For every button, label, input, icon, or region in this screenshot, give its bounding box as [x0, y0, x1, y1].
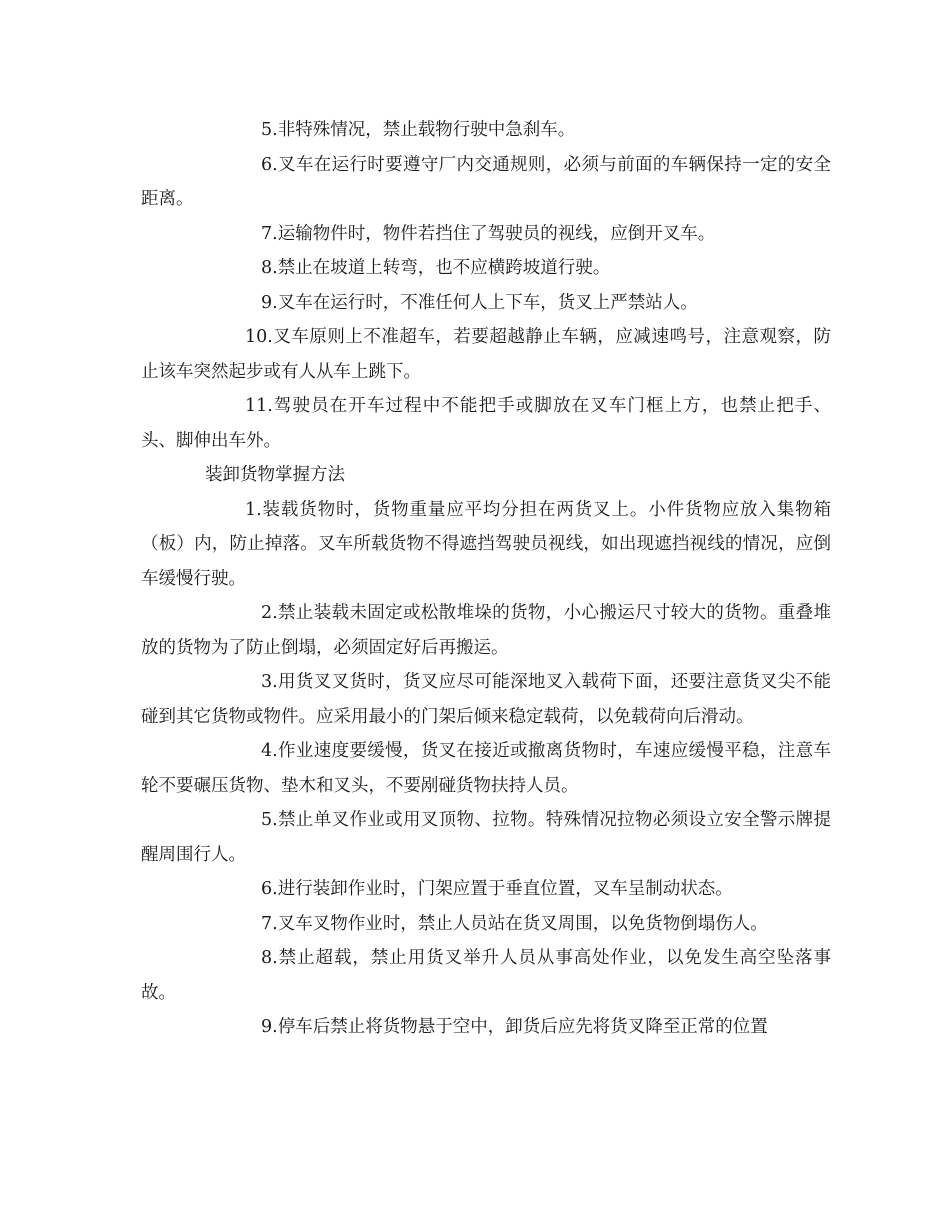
- rule-paragraph: 2.禁止装载未固定或松散堆垛的货物，小心搬运尺寸较大的货物。重叠堆放的货物为了防止倒塌，必须固定好后再搬运。: [141, 603, 831, 658]
- rule-paragraph: 9.叉车在运行时，不准任何人上下车，货叉上严禁站人。: [261, 292, 698, 313]
- rule-paragraph: 8.禁止超载，禁止用货叉举升人员从事高处作业，以免发生高空坠落事故。: [141, 948, 831, 1003]
- document-body: [141, 113, 831, 1045]
- rule-paragraph: 5.禁止单叉作业或用叉顶物、拉物。特殊情况拉物必须设立安全警示牌提醒周围行人。: [141, 810, 831, 865]
- rule-paragraph: 6.进行装卸作业时，门架应置于垂直位置，叉车呈制动状态。: [261, 879, 733, 899]
- section-heading: 装卸货物掌握方法: [205, 465, 345, 485]
- rule-paragraph: 9.停车后禁止将货物悬于空中，卸货后应先将货叉降至正常的位置: [261, 1017, 768, 1037]
- rule-paragraph: 4.作业速度要缓慢，货叉在接近或撤离货物时，车速应缓慢平稳，注意车轮不要碾压货物、垫木和叉头，不要剐碰货物扶持人员。: [141, 741, 831, 796]
- rule-paragraph: 6.叉车在运行时要遵守厂内交通规则，必须与前面的车辆保持一定的安全距离。: [141, 154, 831, 209]
- rule-paragraph: 7.运输物件时，物件若挡住了驾驶员的视线，应倒开叉车。: [261, 223, 716, 244]
- rule-paragraph: 1.装载货物时，货物重量应平均分担在两货叉上。小件货物应放入集物箱（板）内，防止掉落。叉车所载货物不得遮挡驾驶员视线，如出现遮挡视线的情况，应倒车缓慢行驶。: [141, 499, 831, 589]
- rule-paragraph: 3.用货叉叉货时，货叉应尽可能深地叉入载荷下面，还要注意货叉尖不能碰到其它货物或物件。应采用最小的门架后倾来稳定载荷，以免载荷向后滑动。: [141, 672, 831, 727]
- rule-paragraph: 8.禁止在坡道上转弯，也不应横跨坡道行驶。: [261, 258, 611, 278]
- rule-paragraph: 7.叉车叉物作业时，禁止人员站在货叉周围，以免货物倒塌伤人。: [261, 913, 768, 934]
- rule-paragraph: 5.非特殊情况，禁止载物行驶中急刹车。: [261, 120, 576, 140]
- rule-paragraph: 11.驾驶员在开车过程中不能把手或脚放在叉车门框上方，也禁止把手、头、脚伸出车外。: [141, 396, 831, 451]
- rule-paragraph: 10.叉车原则上不准超车，若要超越静止车辆，应减速鸣号，注意观察，防止该车突然起步或有人从车上跳下。: [141, 327, 831, 382]
